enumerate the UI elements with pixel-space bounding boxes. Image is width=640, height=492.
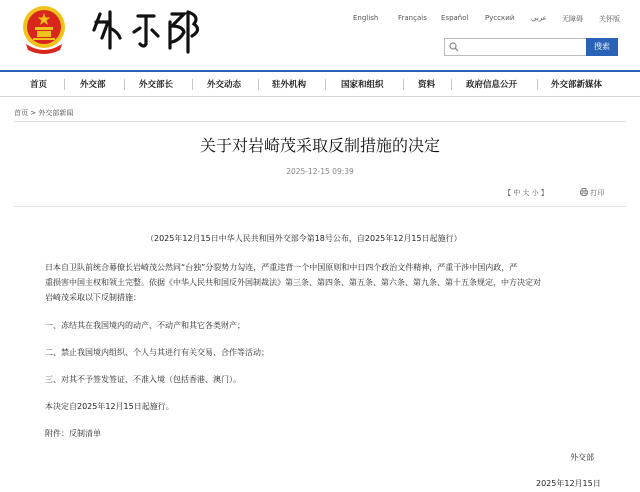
measure-item: 三、对其不予签发签证、不准入境（包括香港、澳门）。 — [45, 375, 241, 384]
search-input[interactable] — [444, 38, 588, 56]
signature: 外交部 — [570, 453, 594, 462]
site-header — [0, 0, 640, 68]
intro-line: 岩崎茂采取以下反制措施： — [45, 293, 141, 302]
breadcrumb-divider — [14, 121, 626, 122]
article-subtitle: （2025年12月15日中华人民共和国外交部令第18号公布，自2025年12月15日起施行） — [146, 234, 462, 243]
elderly-care-link[interactable]: 关怀版 — [599, 15, 620, 23]
intro-line: 重损害中国主权和领土完整。依据《中华人民共和国反外国制裁法》第三条、第四条、第五条、第六条、第九条、第十五条规定，中方决定对 — [45, 278, 541, 287]
nav-separator — [403, 79, 404, 90]
measure-item: 一、冻结其在我国境内的动产、不动产和其它各类财产； — [45, 321, 245, 330]
nav-separator — [537, 79, 538, 90]
lang-spanish-link[interactable]: Español — [441, 14, 469, 22]
page-title: 关于对岩崎茂采取反制措施的决定 — [199, 136, 440, 155]
lang-arabic-link[interactable]: عربي — [531, 14, 547, 22]
nav-separator — [325, 79, 326, 90]
nav-minister[interactable]: 外交部长 — [139, 80, 174, 90]
accessibility-link[interactable]: 无障碍 — [562, 15, 583, 23]
nav-resources[interactable]: 资料 — [418, 80, 436, 90]
ministry-calligraphy-logo[interactable] — [88, 8, 208, 54]
main-nav — [0, 70, 640, 97]
nav-new-media[interactable]: 外交部新媒体 — [551, 80, 603, 90]
lang-russian-link[interactable]: Русский — [485, 14, 515, 22]
search-icon — [449, 42, 459, 52]
font-size-controls[interactable]: 【 中 大 小 】 — [504, 189, 548, 197]
lang-english-link[interactable]: English — [353, 14, 379, 22]
nav-countries-orgs[interactable]: 国家和组织 — [341, 80, 384, 90]
search-button[interactable]: 搜索 — [586, 38, 618, 56]
nav-separator — [192, 79, 193, 90]
nav-separator — [258, 79, 259, 90]
nav-diplomatic-news[interactable]: 外交动态 — [207, 80, 242, 90]
national-emblem-icon[interactable] — [22, 4, 66, 54]
nav-gov-info[interactable]: 政府信息公开 — [466, 80, 518, 90]
print-button[interactable] — [580, 188, 604, 198]
publish-date: 2025-12-15 09:39 — [286, 167, 354, 176]
article-divider — [14, 206, 626, 207]
lang-french-link[interactable]: Français — [398, 14, 427, 22]
nav-home[interactable]: 首页 — [30, 80, 48, 90]
nav-separator — [451, 79, 452, 90]
nav-missions-abroad[interactable]: 驻外机构 — [272, 80, 307, 90]
printer-icon — [580, 188, 588, 196]
nav-ministry[interactable]: 外交部 — [80, 80, 106, 90]
print-label: 打印 — [590, 189, 605, 197]
sign-date: 2025年12月15日 — [536, 479, 601, 488]
intro-line: 日本自卫队前统合幕僚长岩崎茂公然同“台独”分裂势力勾连，严重违背一个中国原则和中日四个政治文件精神，严重干涉中国内政，严 — [45, 263, 518, 272]
measure-item: 二、禁止我国境内组织、个人与其进行有关交易、合作等活动； — [45, 348, 269, 357]
attachment-link[interactable]: 附件：反制清单 — [45, 429, 101, 438]
nav-separator — [64, 79, 65, 90]
effective-date-text: 本决定自2025年12月15日起施行。 — [45, 402, 174, 411]
breadcrumb[interactable]: 首页 > 外交部新闻 — [14, 109, 74, 117]
nav-separator — [124, 79, 125, 90]
